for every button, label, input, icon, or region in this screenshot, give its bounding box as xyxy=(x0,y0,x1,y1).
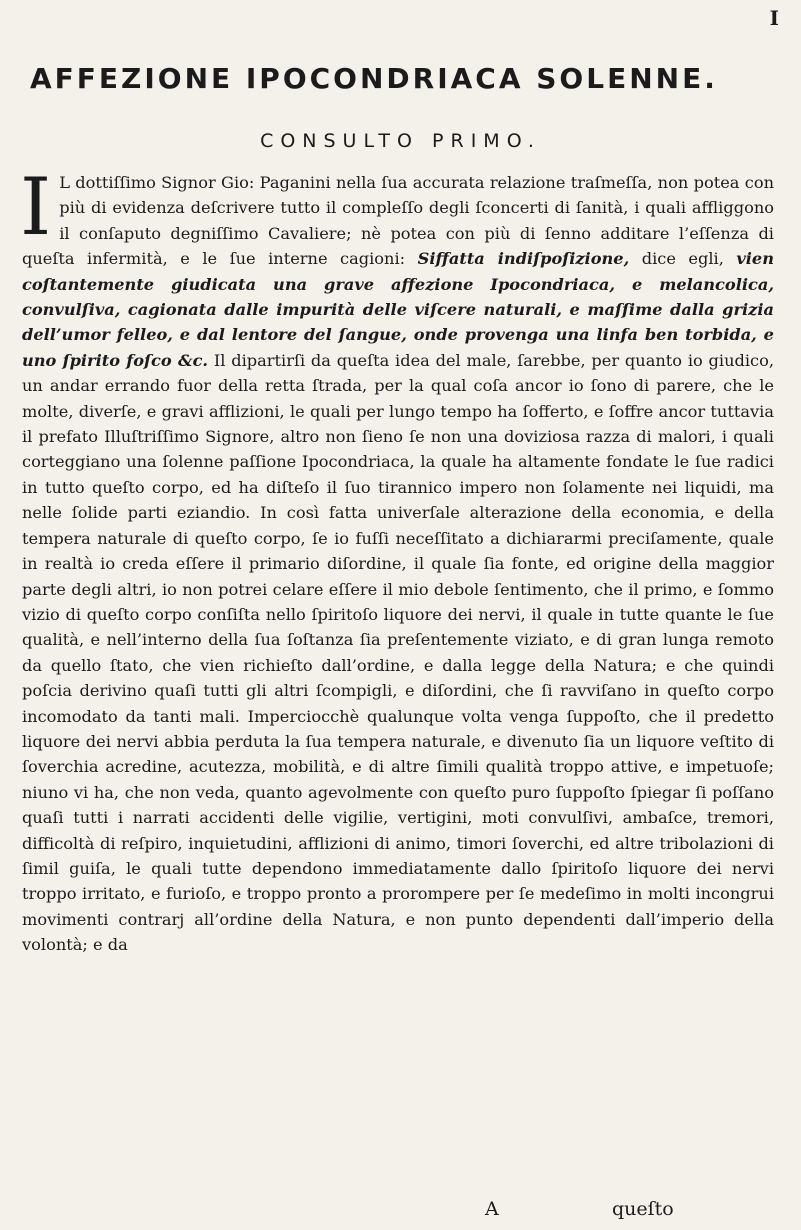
body-segment-1: L dottiſſimo Signor Gio: Paganini nella ſua accurata relazione traſmeſſa, non potea con più di evidenza deſcrivere tutto il compleſſo degli ſconcerti di ſanità, i quali affliggono il conſaputo degniſſimo Cavaliere; nè potea con più di ſenno additare l’eſſenza di queſta infermità, e le ſue interne cagioni: xyxy=(22,173,774,269)
signature-mark: A xyxy=(485,1198,499,1220)
body-segment-2: dice egli, xyxy=(629,249,737,269)
drop-cap: I xyxy=(20,161,52,253)
body-segment-3: Il dipartirſi da queſta idea del male, ſarebbe, per quanto io giudico, un andar errando fuor della retta ſtrada, per la qual coſa ancor io ſono di parere, che le molte, diverſe, e gravi afflizioni, le quali per lungo tempo ha ſofferto, e ſoffre ancor tuttavia il prefato Illuſtriſſimo Signore, altro non ſieno ſe non una doviziosa razza di malori, i quali corteggiano una ſolenne paſſione Ipocondriaca, la quale ha altamente fondate le ſue radici in tutto queſto corpo, ed ha diſteſo il ſuo tirannico impero non ſolamente nei liquidi, ma nelle ſolide parti eziandio. In così fatta univerſale alterazione della economia, e della tempera naturale di queſto corpo, ſe io fuſſi neceſſitato a dichiararmi preciſamente, quale in realtà io creda eſſere il primario diſordine, il quale ſia fonte, ed origine della maggior parte degli altri, io non potrei celare eſſere il mio debole ſentimento, che il primo, e ſommo vizio di queſto corpo conſiſta nello ſpiritoſo liquore dei nervi, il quale in tutte quante le ſue qualità, e nell’interno della ſua ſoſtanza ſia preſentemente viziato, e di gran lunga remoto da quello ſtato, che vien richieſto dall’ordine, e dalla legge della Natura; e che quindi poſcia derivino quaſi tutti gli altri ſcompigli, e diſordini, che ſi ravviſano in queſto corpo incomodato da tanti mali. Imperciocchè qualunque volta venga ſuppoſto, che il predetto liquore dei nervi abbia perduta la ſua tempera naturale, e divenuto ſia un liquore veſtito di ſoverchia acredine, acutezza, mobilità, e di altre ſimili qualità troppo attive, e impetuoſe; niuno vi ha, che non veda, quanto agevolmente con queſto puro ſuppoſto ſpiegar ſi poſſano quaſi tutti i narrati accidenti delle vigilie, vertigini, moti convulſivi, ambaſce, tremori, difficoltà di reſpiro, inquietudini, afflizioni di animo, timori ſoverchi, ed altre tribolazioni di ſimil guiſa, le quali tutte dependono immediatamente dallo ſpiritoſo liquore dei nervi troppo irritato, e furioſo, e troppo pronto a prorompere per ſe medeſimo in molti incongrui movimenti contrarj all’ordine della Natura, e non punto dependenti dall’imperio della volontà; e da xyxy=(22,350,775,955)
quoted-phrase-2: vien coſtantemente giudicata una grave affezione Ipocondriaca, e melancolica, convulſiva, cagionata dalle impurità delle viſcere naturali, e maſſime dalla grizia dell’umor felleo, e dal lentore del ſangue, onde provenga una linfa ben torbida, e uno ſpirito foſco &c. xyxy=(22,249,774,370)
page-footer xyxy=(0,1198,801,1226)
chapter-title: AFFEZIONE IPOCONDRIACA SOLENNE. xyxy=(30,62,718,95)
body-text xyxy=(20,161,775,958)
page-number: I xyxy=(769,6,779,30)
catchword: queſto xyxy=(612,1198,674,1220)
section-subtitle: CONSULTO PRIMO. xyxy=(260,130,541,152)
quoted-phrase-1: Siffatta indiſpoſizione, xyxy=(417,249,630,269)
body-paragraph xyxy=(20,161,775,958)
